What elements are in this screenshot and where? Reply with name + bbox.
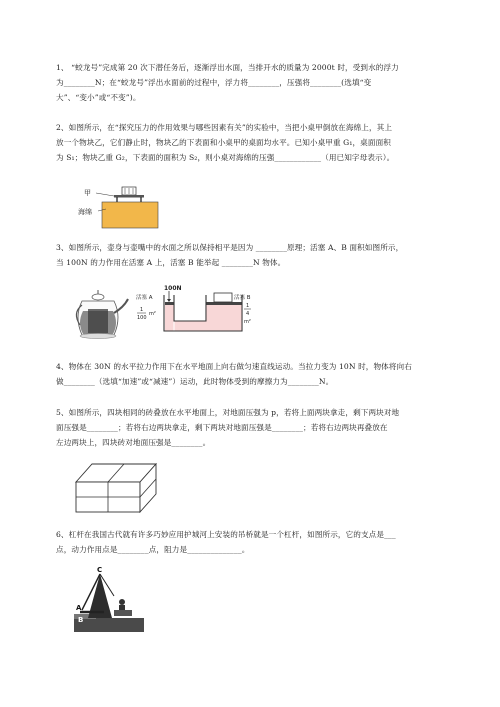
area-b-unit: m² (244, 319, 251, 325)
hydraulic-press-figure (134, 285, 254, 341)
teapot-figure (70, 287, 130, 347)
figure-label-jia: 甲 (84, 189, 91, 197)
area-a-unit: m² (149, 311, 156, 317)
question-text-line: 2、如图所示，在“探究压力的作用效果与哪些因素有关”的实验中，当把小桌甲倒放在海绵上，其上 (56, 123, 393, 132)
area-b-denominator: 4 (246, 311, 250, 317)
question-text-line: 面压强是________；若将右边两块拿走，剩下两块对地面压强是________；若将右边两块再叠放在 (56, 423, 388, 432)
question-2 (56, 120, 466, 165)
question-text-line: 点，动力作用点是________点，阻力是______________。 (56, 545, 250, 554)
point-a-label: A (76, 604, 82, 612)
question-text-line: 3、如图所示，壶身与壶嘴中的水面之所以保持相平是因为 ________原理；活塞 A、B 面积如图所示， (56, 243, 404, 252)
piston-b-label: 活塞 B (234, 295, 251, 301)
question-text-line: 左边两块上，四块砖对地面压强是________。 (56, 438, 211, 447)
drawbridge-figure (74, 566, 144, 636)
question-3 (56, 240, 466, 270)
question-text-line: 为 S₁；物块乙重 G₂，下表面的面积为 S₂，则小桌对海绵的压强____________（用已知字母表示）。 (56, 153, 395, 162)
question-text-line: 放一个物块乙，它们静止时，物块乙的下表面和小桌甲的桌面均水平。已知小桌甲重 G₁，桌面面积 (56, 138, 391, 147)
question-text-line: 1、 “蛟龙号”完成第 20 次下潜任务后，逐渐浮出水面，当排开水的质量为 2000t 时，受到水的浮力 (56, 63, 399, 72)
question-4 (56, 359, 466, 389)
question-text-line: 为________N；在“蛟龙号”浮出水面前的过程中，浮力将________，压强将________(选填“变 (56, 78, 372, 87)
piston-a-label: 活塞 A (136, 295, 153, 301)
question-1 (56, 60, 466, 105)
question-text-line: 做________（选填“加速”或“减速”）运动，此时物体受到的摩擦力为________N。 (56, 377, 334, 386)
question-text-line: 4、物体在 30N 的水平拉力作用下在水平地面上向右做匀速直线运动。当拉力变为 10N 时，物体将向右 (56, 362, 412, 371)
sponge-table-figure (76, 185, 160, 233)
bricks-figure (74, 460, 158, 518)
question-6 (56, 527, 466, 557)
question-text-line: 6、杠杆在我国古代就有许多巧妙应用护城河上安装的吊桥就是一个杠杆，如图所示，它的支点是___ (56, 530, 396, 539)
area-a-denominator: 100 (137, 315, 147, 321)
figure-label-sponge: 海绵 (78, 208, 92, 216)
point-c-label: C (97, 566, 103, 574)
force-label: 100N (164, 285, 182, 292)
question-5 (56, 405, 466, 450)
question-text-line: 5、如图所示，四块相同的砖叠放在水平地面上，对地面压强为 p，若将上面两块拿走，剩下两块对地 (56, 408, 400, 417)
question-text-line: 当 100N 的力作用在活塞 A 上，活塞 B 能举起 ________N 物体。 (56, 258, 286, 267)
question-text-line: 大”、“变小”或“不变”)。 (56, 93, 141, 102)
area-a-numerator: 1 (140, 307, 144, 313)
point-b-label: B (78, 616, 84, 624)
area-b-numerator: 1 (246, 303, 250, 309)
